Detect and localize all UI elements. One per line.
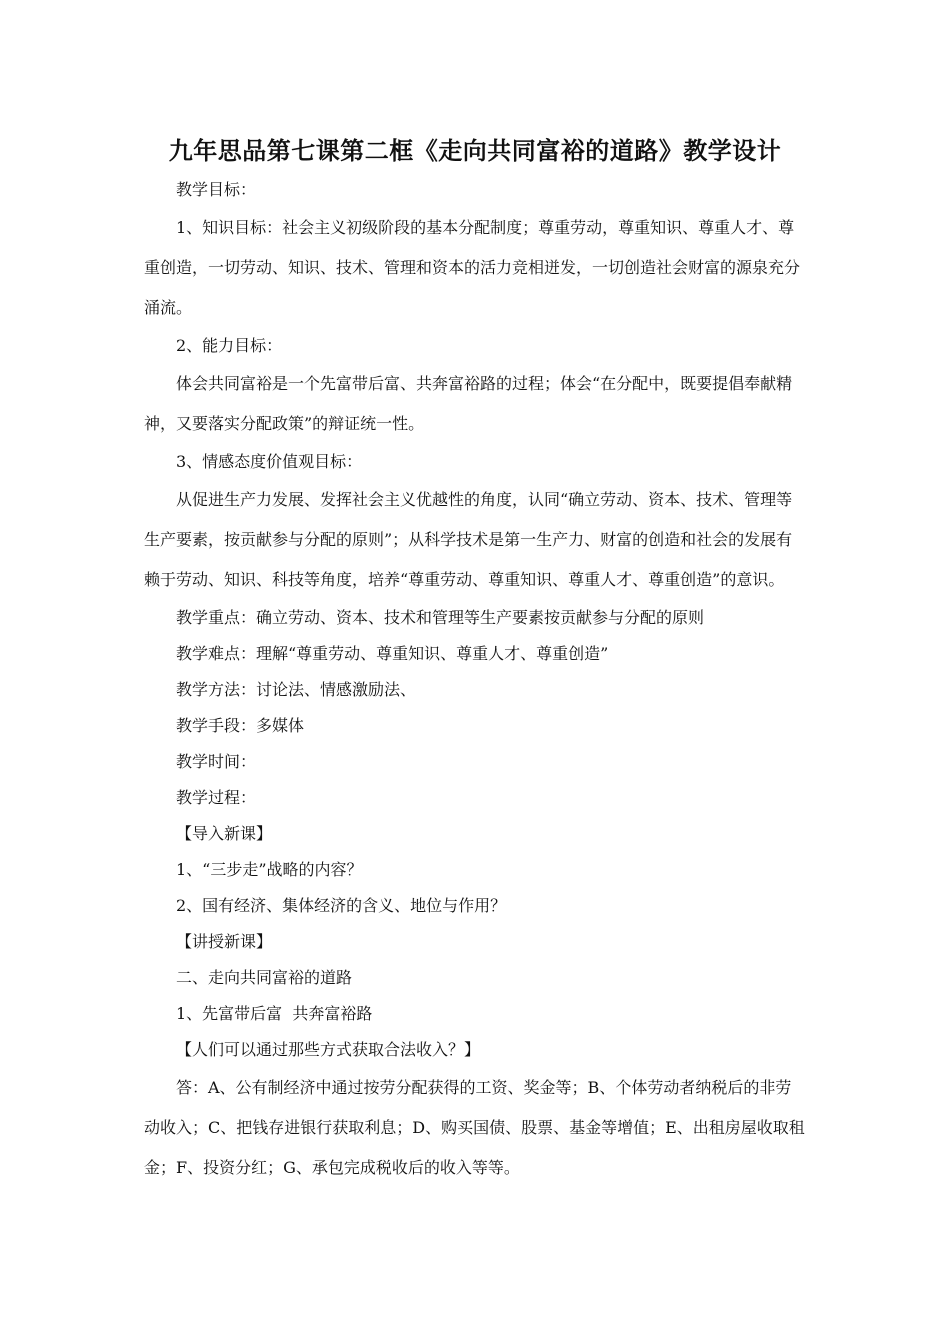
paragraph-intro-heading: 【导入新课】: [176, 824, 273, 843]
paragraph-emotion-goal: 从促进生产力发展、发挥社会主义优越性的角度，认同“确立劳动、资本、技术、管理等生产要素，按贡献参与分配的原则”；从科学技术是第一生产力、财富的创造和社会的发展有赖于劳动、知识、科技等角度，培养“尊重劳动、尊重知识、尊重人才、尊重创造”的意识。: [144, 490, 793, 589]
document-body: [144, 172, 806, 1188]
paragraph-lecture-heading: 【讲授新课】: [176, 932, 273, 951]
paragraph-knowledge-goal: 1、知识目标：社会主义初级阶段的基本分配制度；尊重劳动，尊重知识、尊重人才、尊重创造，一切劳动、知识、技术、管理和资本的活力竞相迸发，一切创造社会财富的源泉充分涌流。: [144, 218, 801, 317]
paragraph-teaching-process: 教学过程：: [176, 788, 257, 807]
paragraph-teaching-time: 教学时间：: [176, 752, 257, 771]
paragraph-subsection-one: 1、先富带后富 共奔富裕路: [176, 1004, 373, 1023]
paragraph-key-point: 教学重点：确立劳动、资本、技术和管理等生产要素按贡献参与分配的原则: [176, 608, 705, 627]
paragraph-emotion-goal-heading: 3、情感态度价值观目标：: [176, 452, 363, 471]
paragraph-teaching-goals: 教学目标：: [176, 180, 257, 199]
document-title: 九年思品第七课第二框《走向共同富裕的道路》教学设计: [168, 137, 782, 165]
paragraph-difficult-point: 教学难点：理解“尊重劳动、尊重知识、尊重人才、尊重创造”: [176, 644, 609, 663]
paragraph-section-two: 二、走向共同富裕的道路: [176, 968, 353, 987]
paragraph-teaching-means: 教学手段：多媒体: [176, 716, 305, 735]
paragraph-ability-goal-heading: 2、能力目标：: [176, 336, 283, 355]
paragraph-ability-goal: 体会共同富裕是一个先富带后富、共奔富裕路的过程；体会“在分配中，既要提倡奉献精神，又要落实分配政策”的辩证统一性。: [144, 374, 793, 433]
paragraph-teaching-method: 教学方法：讨论法、情感激励法、: [176, 680, 417, 699]
paragraph-question-1: 1、“三步走”战略的内容？: [176, 860, 363, 879]
paragraph-income-answer: 答：A、公有制经济中通过按劳分配获得的工资、奖金等；B、个体劳动者纳税后的非劳动收入；C、把钱存进银行获取利息；D、购买国债、股票、基金等增值；E、出租房屋收取租金；F、投资分红；G、承包完成税收后的收入等等。: [144, 1078, 805, 1177]
paragraph-income-question: 【人们可以通过那些方式获取合法收入？】: [176, 1040, 481, 1059]
paragraph-question-2: 2、国有经济、集体经济的含义、地位与作用？: [176, 896, 507, 915]
